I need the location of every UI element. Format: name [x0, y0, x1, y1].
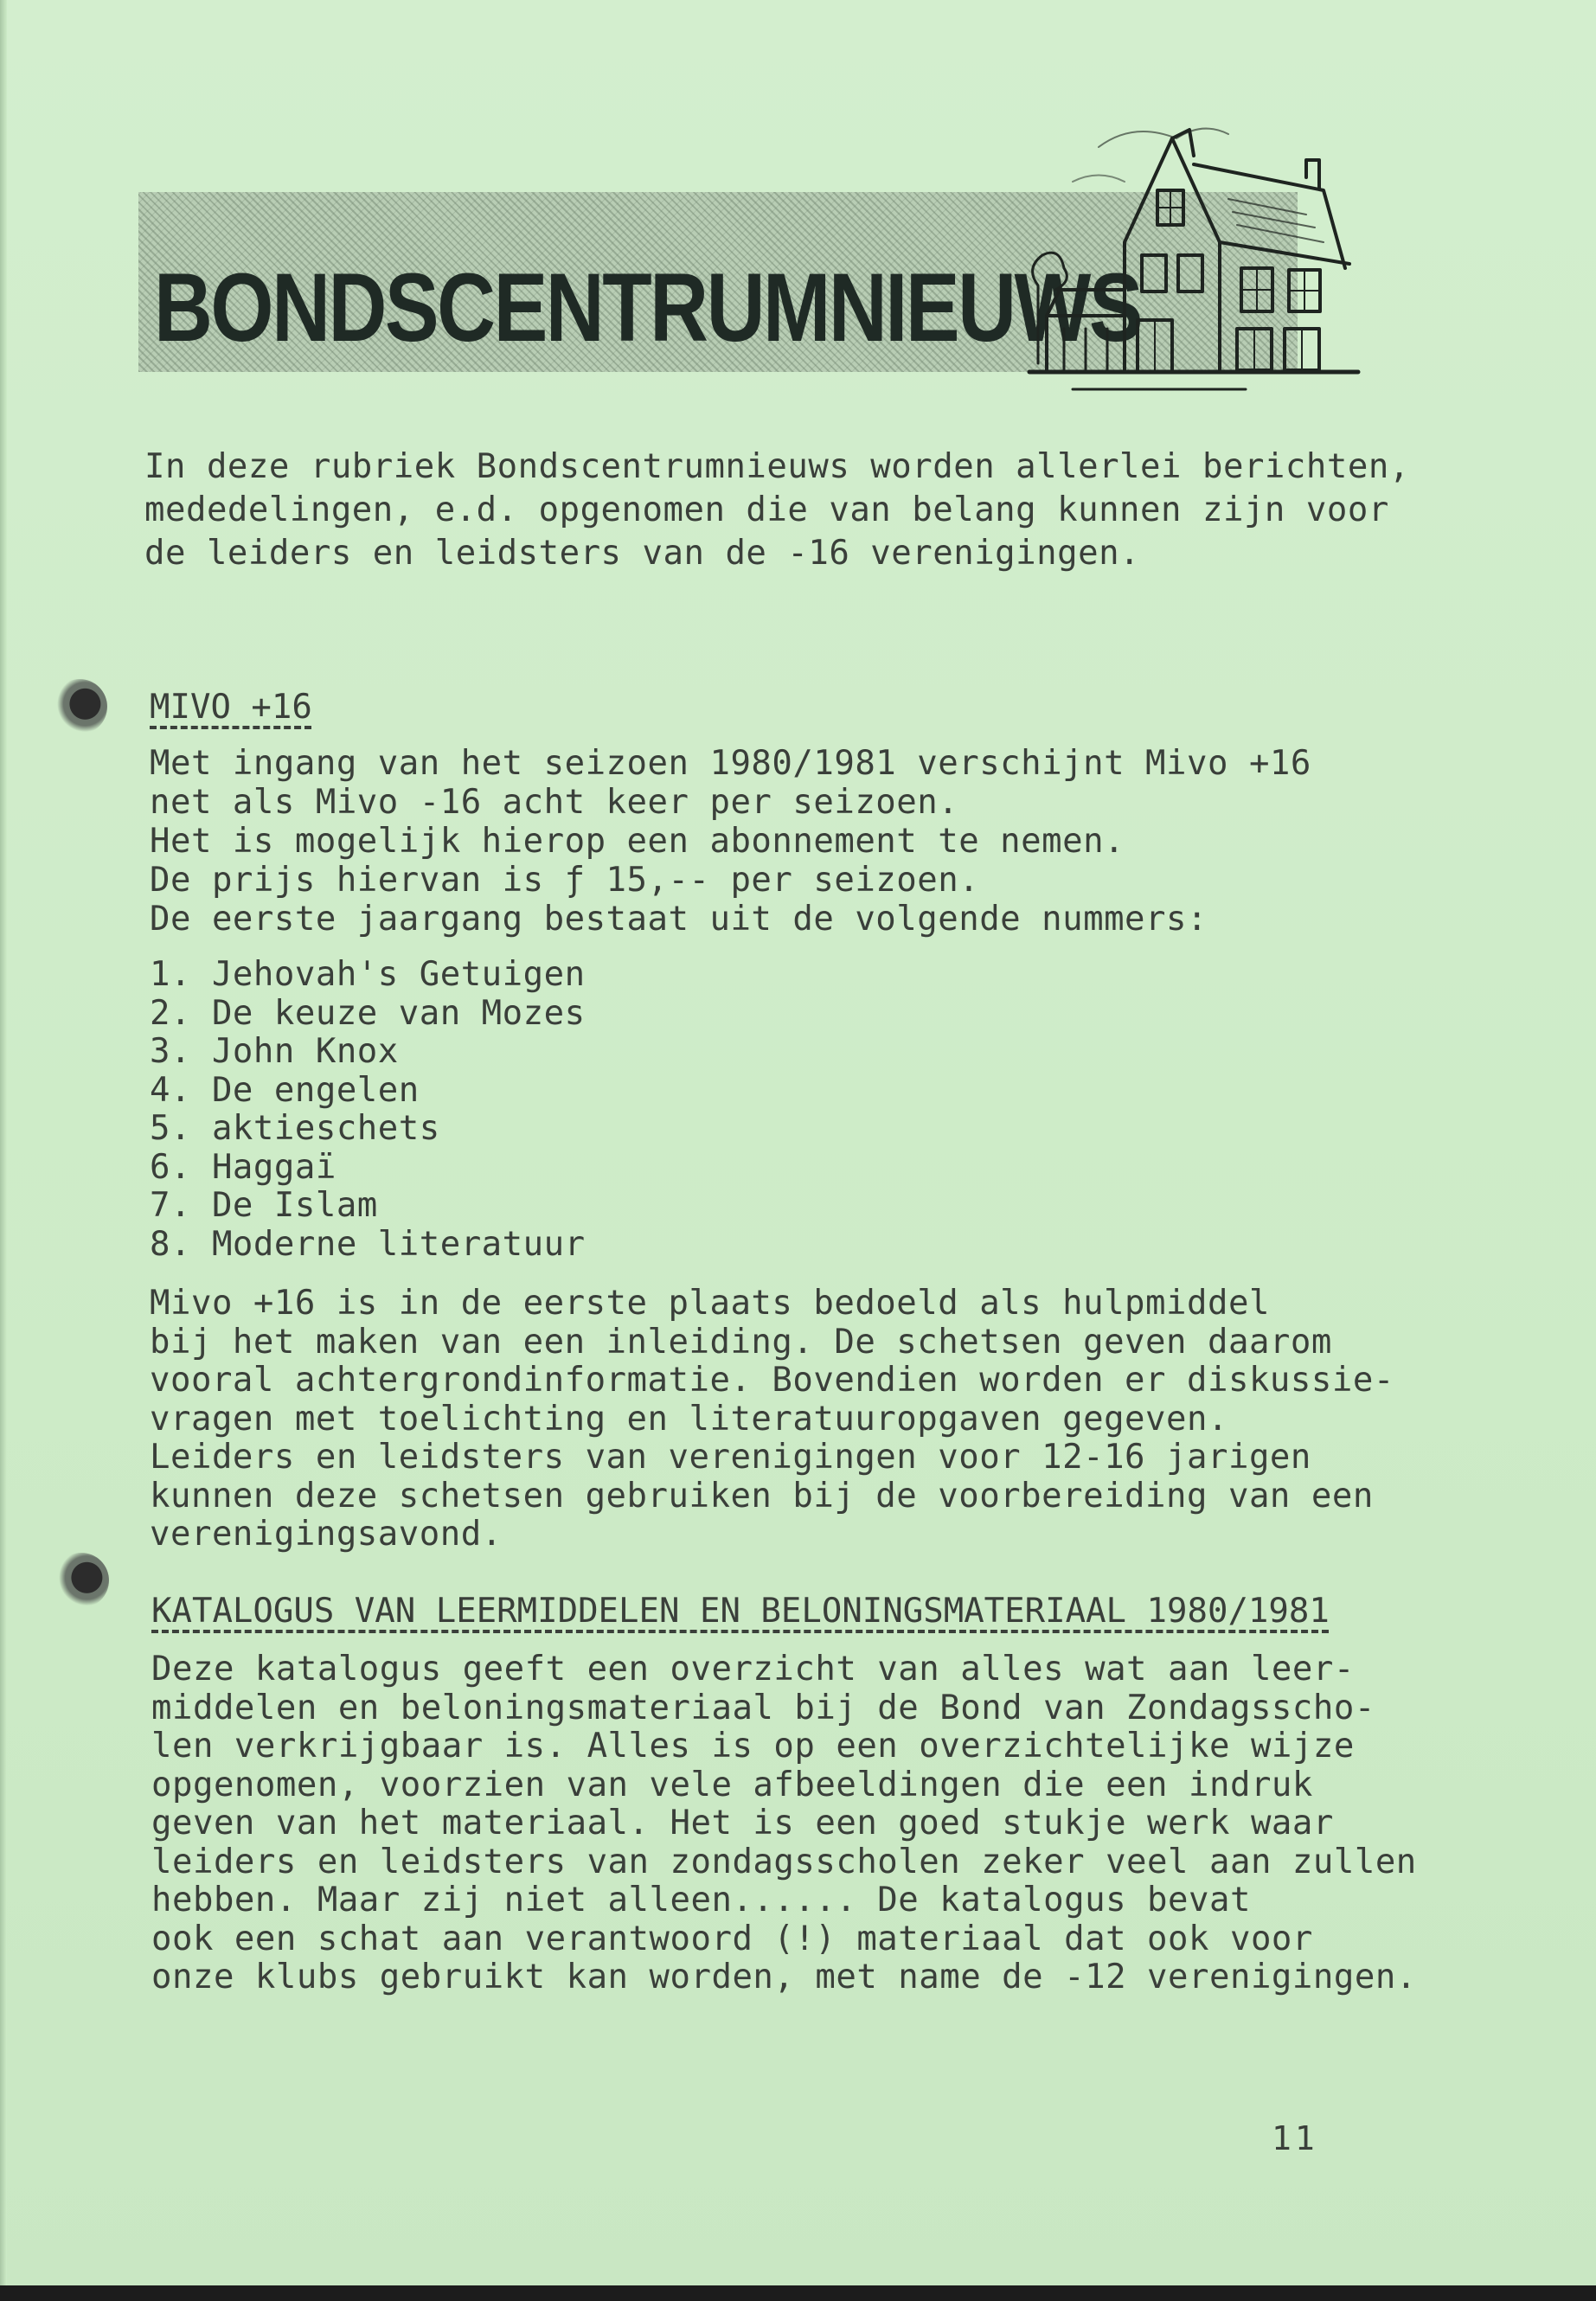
punch-hole: [54, 1553, 109, 1608]
building-sketch-icon: [1021, 112, 1367, 398]
list-item: 3. John Knox: [150, 1032, 399, 1071]
list-item: 1. Jehovah's Getuigen: [150, 955, 586, 994]
issue-list: [150, 956, 586, 1264]
punch-hole: [52, 679, 107, 734]
page-edge: [0, 0, 7, 2301]
katalogus-paragraph: Deze katalogus geeft een overzicht van alles wat aan leer- middelen en beloningsmateriaal bij de Bond van Zondagsscho- len verkrijgbaar is. Alles is op een overzichtelijke wijze opgenomen, voorzien van vele afbeeldingen die een indruk geven van het materiaal. Het is een goed stukje werk waar leiders en leidsters van zondagsscholen zeker veel aan zullen hebben. Maar zij niet alleen...... De katalogus bevat ook een schat aan verantwoord (!) materiaal dat ook voor onze klubs gebruikt kan worden, met name de -12 verenigingen.: [151, 1650, 1417, 1997]
list-item: 7. De Islam: [150, 1186, 378, 1225]
section-heading-katalogus: KATALOGUS VAN LEERMIDDELEN EN BELONINGSMATERIAAL 1980/1981: [151, 1592, 1330, 1631]
list-item: 5. aktieschets: [150, 1109, 440, 1148]
page-title: BONDSCENTRUMNIEUWS: [154, 253, 1142, 362]
list-item: 2. De keuze van Mozes: [150, 993, 586, 1033]
list-item: 8. Moderne literatuur: [150, 1224, 586, 1264]
list-item: 6. Haggaï: [150, 1147, 337, 1187]
list-item: 4. De engelen: [150, 1070, 420, 1110]
intro-paragraph: In deze rubriek Bondscentrumnieuws worden allerlei berichten, mededelingen, e.d. opgenomen die van belang kunnen zijn voor de leiders en leidsters van de -16 verenigingen.: [144, 447, 1410, 573]
mivo-paragraph: Met ingang van het seizoen 1980/1981 verschijnt Mivo +16 net als Mivo -16 acht keer per seizoen. Het is mogelijk hierop een abonnement te nemen. De prijs hiervan is ƒ 15,-- per seizoen. De eerste jaargang bestaat uit de volgende nummers:: [150, 744, 1311, 939]
page-number: 11: [1272, 2119, 1318, 2157]
scan-bottom-edge: [0, 2285, 1596, 2301]
header-banner: [130, 112, 1298, 389]
mivo-paragraph-2: Mivo +16 is in de eerste plaats bedoeld als hulpmiddel bij het maken van een inleiding. De schetsen geven daarom vooral achtergrondinformatie. Bovendien worden er diskussie- vragen met toelichting en literatuuropgaven gegeven. Leiders en leidsters van verenigingen voor 12-16 jarigen kunnen deze schetsen gebruiken bij de voorbereiding van een verenigingsavond.: [150, 1284, 1394, 1554]
section-heading-mivo: MIVO +16: [150, 688, 312, 727]
